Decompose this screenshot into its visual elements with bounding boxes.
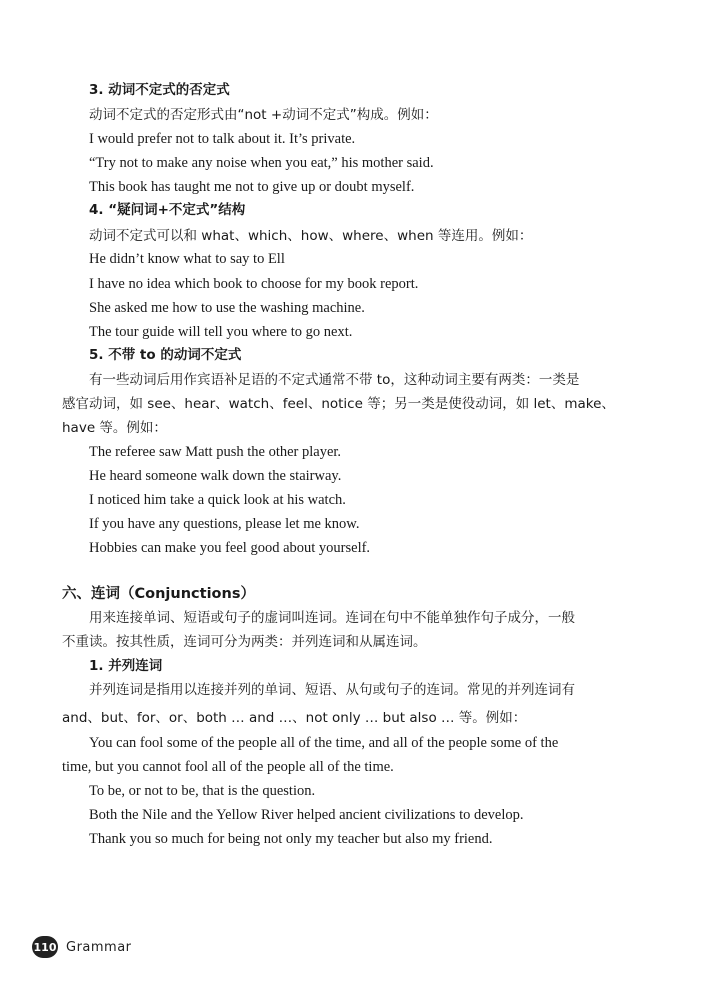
example-sentence: Both the Nile and the Yellow River helped ancient civilizations to develop. xyxy=(89,807,524,823)
subsection-1-heading: 1. 并列连词 xyxy=(89,658,163,674)
section-5-heading: 5. 不带 to 的动词不定式 xyxy=(89,347,242,363)
page-number-badge: 110 xyxy=(32,936,58,958)
section-6-intro: 不重读。按其性质，连词可分为两类：并列连词和从属连词。 xyxy=(62,634,427,650)
example-sentence: time, but you cannot fool all of the people all of the time. xyxy=(62,759,394,775)
example-sentence: “Try not to make any noise when you eat,” his mother said. xyxy=(89,155,434,171)
section-5-intro: 感官动词，如 see、hear、watch、feel、notice 等；另一类是使役动词，如 let、make、 xyxy=(62,396,615,412)
example-sentence: Thank you so much for being not only my teacher but also my friend. xyxy=(89,831,493,847)
example-sentence: I noticed him take a quick look at his watch. xyxy=(89,492,346,508)
footer-section-label: Grammar xyxy=(66,939,132,955)
section-5-intro: have 等。例如： xyxy=(62,420,167,436)
example-sentence: I would prefer not to talk about it. It’s private. xyxy=(89,131,356,147)
subsection-1-intro: and、but、for、or、both … and …、not only … but also … 等。例如： xyxy=(62,710,527,726)
section-5-intro: 有一些动词后用作宾语补足语的不定式通常不带 to，这种动词主要有两类：一类是 xyxy=(89,372,580,388)
example-sentence: If you have any questions, please let me know. xyxy=(89,516,360,532)
example-sentence: To be, or not to be, that is the question. xyxy=(89,783,316,799)
page-footer xyxy=(32,936,132,958)
section-4-heading: 4. “疑问词+不定式”结构 xyxy=(89,202,246,218)
example-sentence: Hobbies can make you feel good about yourself. xyxy=(89,540,371,556)
example-sentence: The tour guide will tell you where to go next. xyxy=(89,324,353,340)
example-sentence: You can fool some of the people all of the time, and all of the people some of the xyxy=(89,735,559,751)
example-sentence: She asked me how to use the washing machine. xyxy=(89,300,365,316)
example-sentence: I have no idea which book to choose for my book report. xyxy=(89,276,419,292)
example-sentence: He heard someone walk down the stairway. xyxy=(89,468,342,484)
section-3-intro: 动词不定式的否定形式由“not +动词不定式”构成。例如： xyxy=(89,107,438,123)
example-sentence: The referee saw Matt push the other player. xyxy=(89,444,342,460)
section-6-heading: 六、连词（Conjunctions） xyxy=(62,586,255,602)
section-6-intro: 用来连接单词、短语或句子的虚词叫连词。连词在句中不能单独作句子成分，一般 xyxy=(89,610,575,626)
example-sentence: This book has taught me not to give up or doubt myself. xyxy=(89,179,415,195)
section-4-intro: 动词不定式可以和 what、which、how、where、when 等连用。例如： xyxy=(89,228,533,244)
subsection-1-intro: 并列连词是指用以连接并列的单词、短语、从句或句子的连词。常见的并列连词有 xyxy=(89,682,575,698)
section-3-heading: 3. 动词不定式的否定式 xyxy=(89,82,230,98)
example-sentence: He didn’t know what to say to Ell xyxy=(89,251,285,267)
